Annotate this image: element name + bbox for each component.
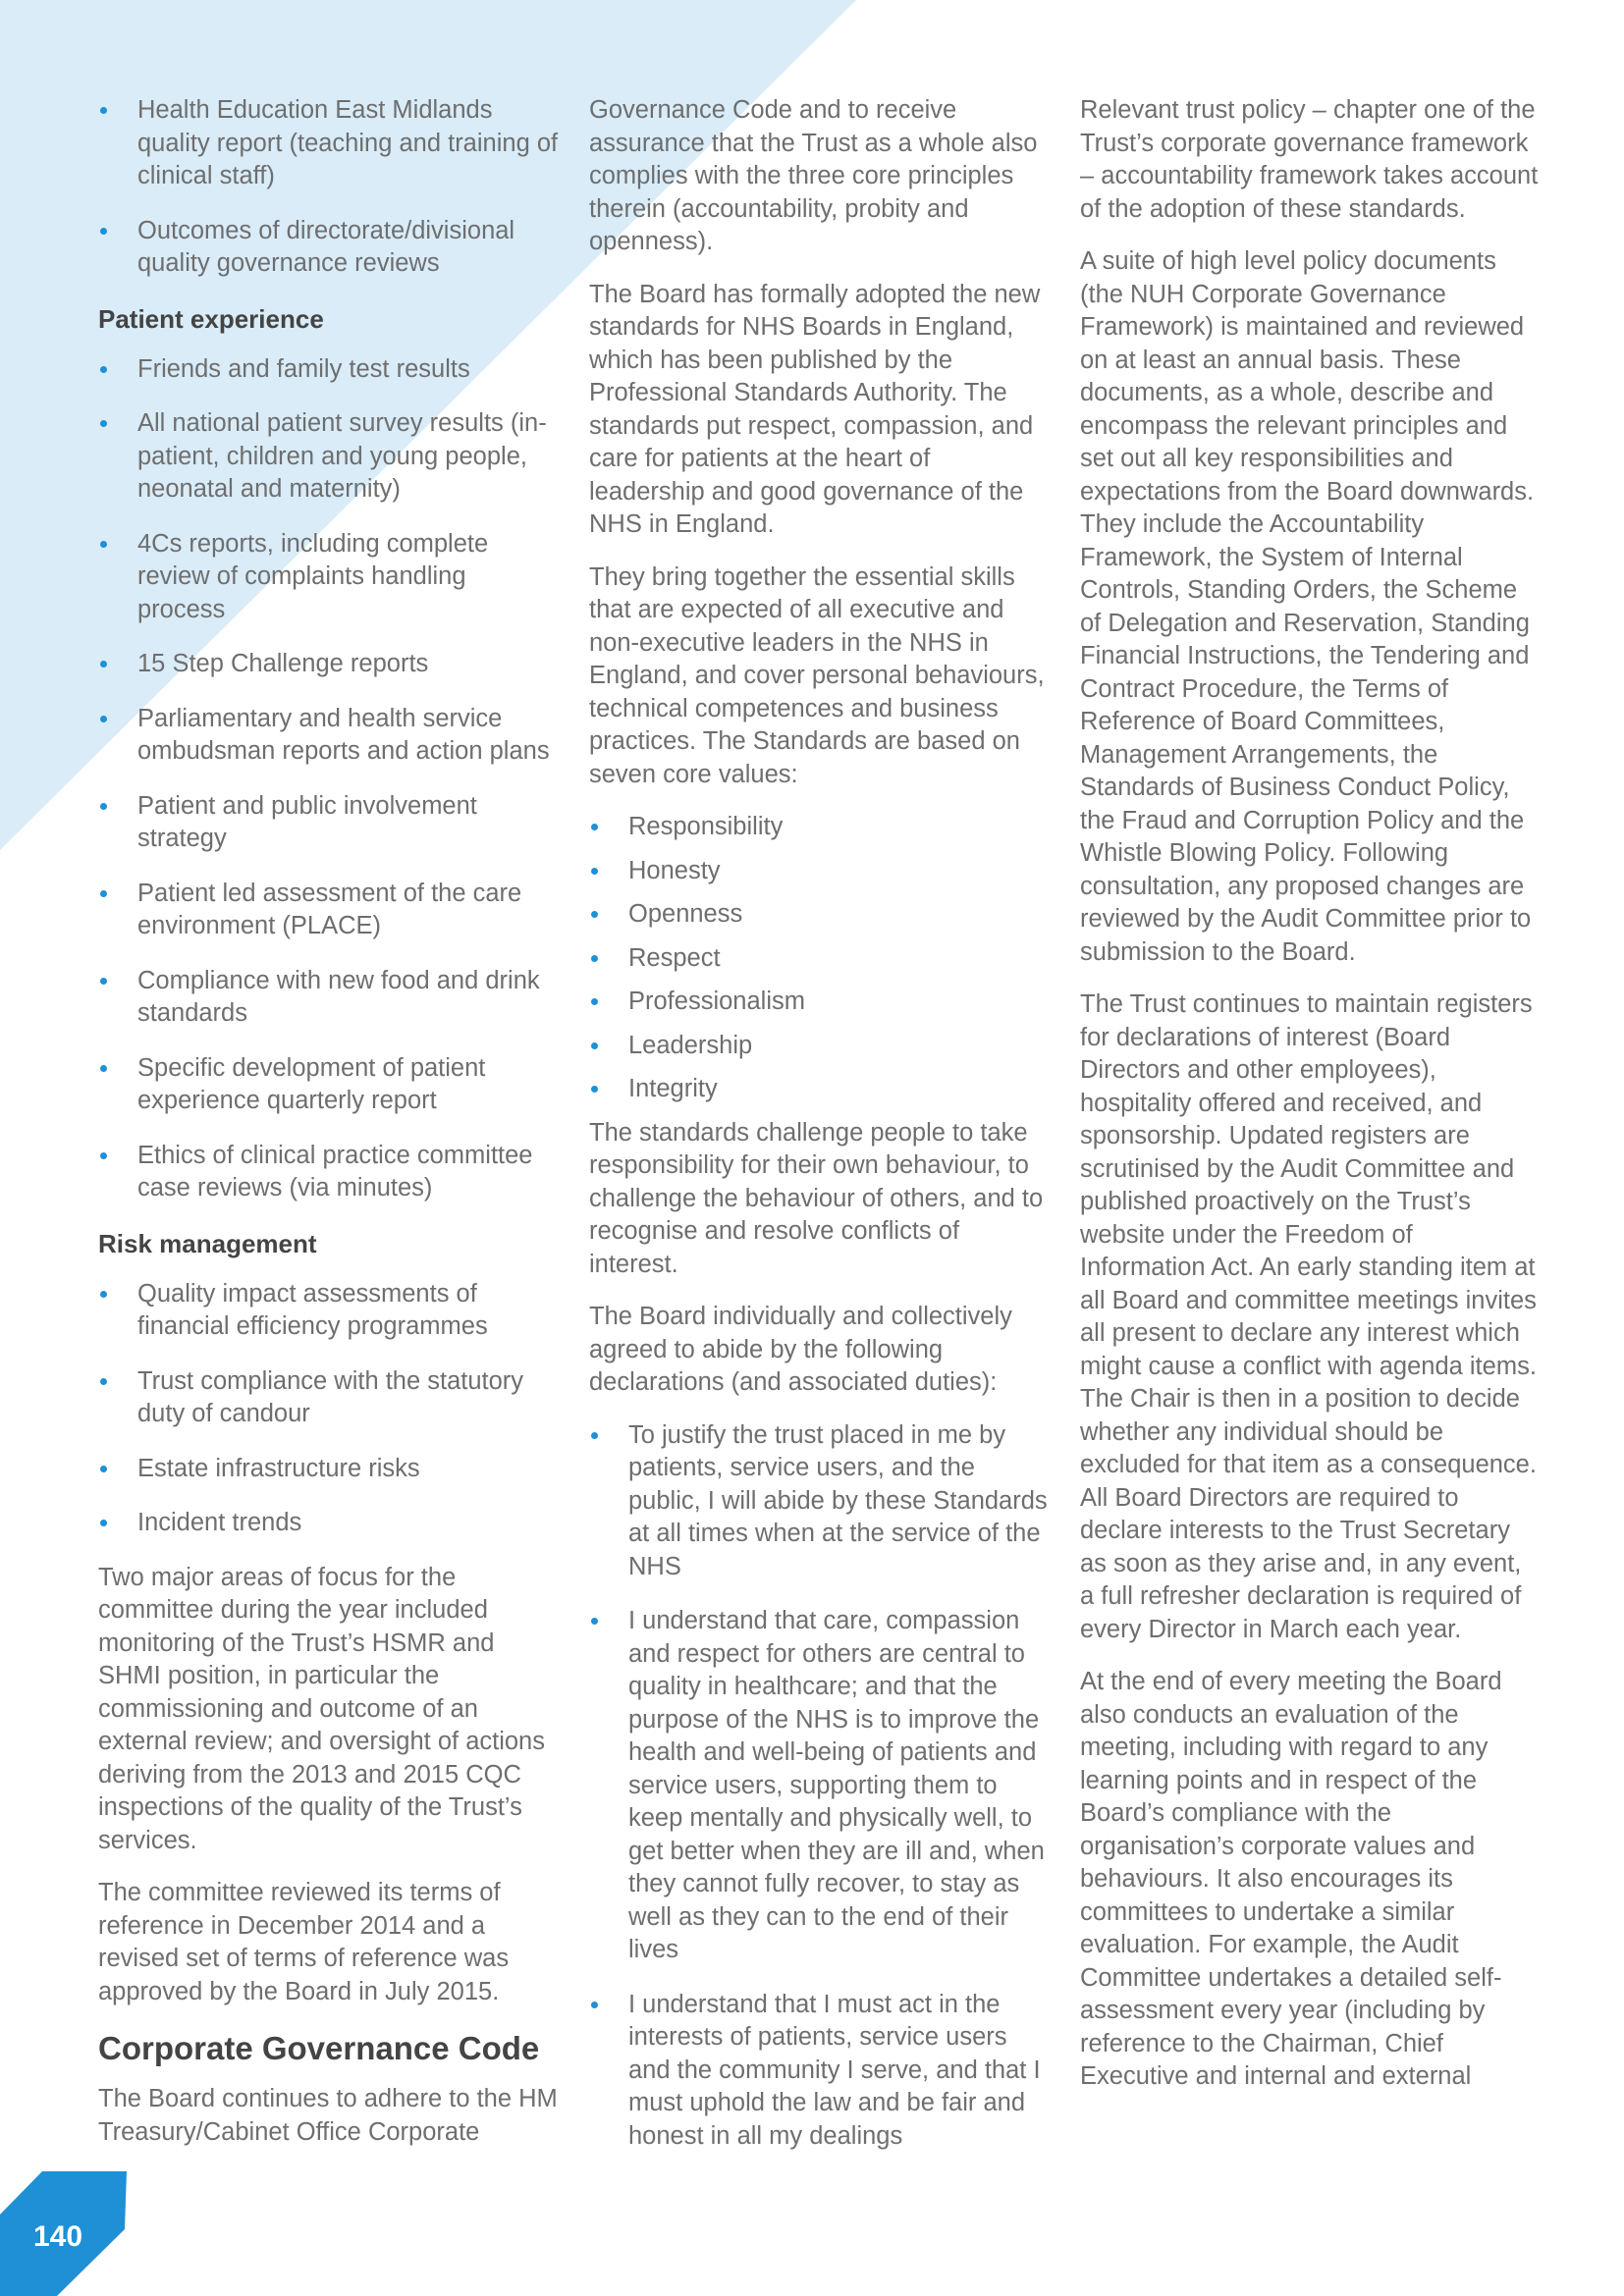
list-item: Health Education East Midlands quality report (teaching and training of clinical staff)	[98, 94, 560, 193]
list-item: I understand that care, compassion and respect for others are central to quality in healthcare; and that the purpose of the NHS is to improve the health and well-being of patients and service users, supporting them to keep mentally and physically well, to get better when they are ill and, when they cannot fully recover, to stay as well as they can to the end of their lives	[589, 1605, 1051, 1967]
paragraph: The Board individually and collectively agreed to abide by the following declarations (and associated duties):	[589, 1303, 1012, 1396]
quality-report-list	[98, 94, 560, 281]
list-item: Quality impact assessments of financial efficiency programmes	[98, 1278, 560, 1344]
column-2	[589, 94, 1051, 2174]
patient-experience-heading: Patient experience	[98, 303, 324, 334]
list-item: Ethics of clinical practice committee case reviews (via minutes)	[98, 1140, 560, 1205]
list-item: Integrity	[589, 1073, 1051, 1106]
paragraph: They bring together the essential skills that are expected of all executive and non-executive leaders in the NHS in England, and cover personal behaviours, technical competences and business practices. The Standards are based on seven core values:	[589, 562, 1045, 788]
risk-management-list	[98, 1278, 560, 1540]
list-item: All national patient survey results (in-patient, children and young people, neonatal and maternity)	[98, 407, 560, 507]
list-item: Specific development of patient experience quarterly report	[98, 1052, 560, 1118]
patient-experience-list	[98, 353, 560, 1205]
list-item: Incident trends	[98, 1507, 560, 1540]
list-item: Parliamentary and health service ombudsman reports and action plans	[98, 703, 560, 769]
corporate-governance-code-heading: Corporate Governance Code	[98, 2030, 540, 2066]
paragraph: The Board continues to adhere to the HM Treasury/Cabinet Office Corporate	[98, 2085, 558, 2146]
column-3	[1080, 94, 1542, 2113]
list-item: Honesty	[589, 855, 1051, 888]
list-item: Friends and family test results	[98, 353, 560, 387]
list-item: To justify the trust placed in me by patients, service users, and the public, I will abide by these Standards at all times when at the service of the NHS	[589, 1419, 1051, 1584]
list-item: Openness	[589, 898, 1051, 932]
paragraph: Governance Code and to receive assurance that the Trust as a whole also complies with the three core principles therein (accountability, probity and openness).	[589, 96, 1038, 255]
list-item: Leadership	[589, 1030, 1051, 1063]
list-item: Respect	[589, 942, 1051, 976]
paragraph: Two major areas of focus for the committee during the year included monitoring of the Trust’s HSMR and SHMI position, in particular the commissioning and outcome of an external review; and oversight of actions deriving from the 2013 and 2015 CQC inspections of the quality of the Trust’s services.	[98, 1563, 545, 1854]
list-item: Patient led assessment of the care environment (PLACE)	[98, 878, 560, 943]
list-item: Trust compliance with the statutory duty of candour	[98, 1365, 560, 1431]
paragraph: The committee reviewed its terms of reference in December 2014 and a revised set of terms of reference was approved by the Board in July 2015.	[98, 1879, 510, 2005]
list-item: I understand that I must act in the interests of patients, service users and the community I serve, and that I must uphold the law and be fair and honest in all my dealings	[589, 1989, 1051, 2154]
list-item: Estate infrastructure risks	[98, 1453, 560, 1486]
core-values-list	[589, 811, 1051, 1106]
paragraph: The Trust continues to maintain registers for declarations of interest (Board Directors and other employees), hospitality offered and received, and sponsorship. Updated registers are scrutinised by the Audit Committee and published proactively on the Trust’s website under the Freedom of Information Act. An early standing item at all Board and committee meetings invites all present to declare any interest which might cause a conflict with agenda items. The Chair is then in a position to decide whether any individual should be excluded for that item as a consequence. All Board Directors are required to declare interests to the Trust Secretary as soon as they arise and, in any event, a full refresher declaration is required of every Director in March each year.	[1080, 990, 1537, 1643]
paragraph: At the end of every meeting the Board also conducts an evaluation of the meeting, including with regard to any learning points and in respect of the Board’s compliance with the organisation’s corporate values and behaviours. It also encourages its committees to undertake a similar evaluation. For example, the Audit Committee undertakes a detailed self-assessment every year (including by reference to the Chairman, Chief Executive and internal and external	[1080, 1668, 1502, 2090]
list-item: 4Cs reports, including complete review of complaints handling process	[98, 528, 560, 627]
list-item: 15 Step Challenge reports	[98, 648, 560, 681]
paragraph: The standards challenge people to take responsibility for their own behaviour, to challenge the behaviour of others, and to recognise and resolve conflicts of interest.	[589, 1118, 1044, 1278]
list-item: Outcomes of directorate/divisional quality governance reviews	[98, 215, 560, 281]
list-item: Professionalism	[589, 986, 1051, 1019]
list-item: Compliance with new food and drink standards	[98, 965, 560, 1031]
page-number: 140	[33, 2220, 83, 2253]
list-item: Patient and public involvement strategy	[98, 790, 560, 856]
paragraph: The Board has formally adopted the new standards for NHS Boards in England, which has been published by the Professional Standards Authority. The standards put respect, compassion, and care for patients at the heart of leadership and good governance of the NHS in England.	[589, 280, 1041, 538]
risk-management-heading: Risk management	[98, 1228, 317, 1258]
list-item: Responsibility	[589, 811, 1051, 844]
column-1	[98, 94, 560, 2168]
declarations-list	[589, 1419, 1051, 2154]
paragraph: A suite of high level policy documents (the NUH Corporate Governance Framework) is maintained and reviewed on at least an annual basis. These documents, as a whole, describe and encompass the relevant principles and set out all key responsibilities and expectations from the Board downwards. They include the Accountability Framework, the System of Internal Controls, Standing Orders, the Scheme of Delegation and Reservation, Standing Financial Instructions, the Tendering and Contract Procedure, the Terms of Reference of Board Committees, Management Arrangements, the Standards of Business Conduct Policy, the Fraud and Corruption Policy and the Whistle Blowing Policy. Following consultation, any proposed changes are reviewed by the Audit Committee prior to submission to the Board.	[1080, 247, 1535, 966]
paragraph: Relevant trust policy – chapter one of the Trust’s corporate governance framework – accountability framework takes account of the adoption of these standards.	[1080, 96, 1539, 223]
